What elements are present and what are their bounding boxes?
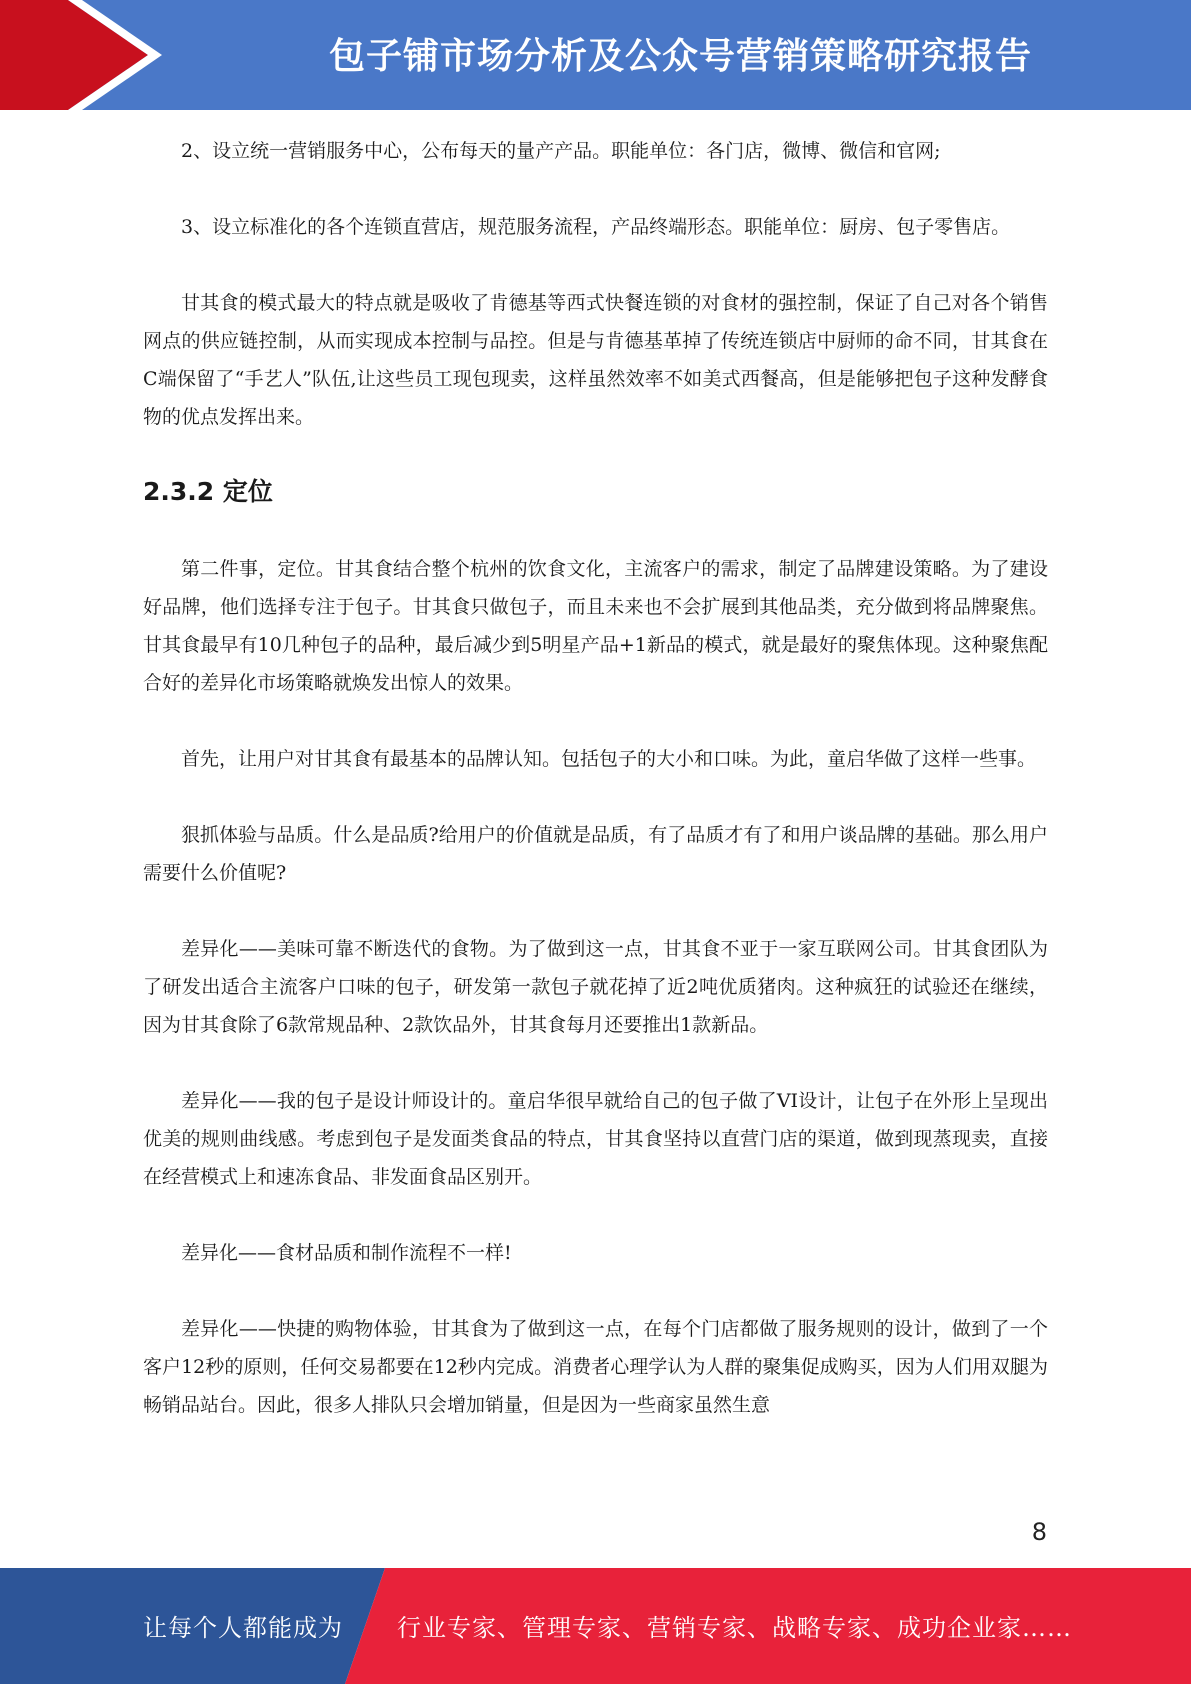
page-header (0, 0, 1191, 110)
paragraph: 3、设立标准化的各个连锁直营店，规范服务流程，产品终端形态。职能单位：厨房、包子零售店。 (181, 216, 1011, 238)
page-body (143, 132, 1048, 1462)
paragraph: 首先，让用户对甘其食有最基本的品牌认知。包括包子的大小和口味。为此，童启华做了这样一些事。 (181, 748, 1037, 770)
footer-slogan-right: 行业专家、管理专家、营销专家、战略专家、成功企业家…… (397, 1614, 1072, 1642)
page-number: 8 (1031, 1518, 1047, 1546)
document-title: 包子铺市场分析及公众号营销策略研究报告 (328, 36, 1032, 77)
paragraph: 狠抓体验与品质。什么是品质?给用户的价值就是品质，有了品质才有了和用户谈品牌的基础。那么用户需要什么价值呢? (143, 824, 1048, 884)
paragraph: 差异化——快捷的购物体验，甘其食为了做到这一点，在每个门店都做了服务规则的设计，做到了一个客户12秒的原则，任何交易都要在12秒内完成。消费者心理学认为人群的聚集促成购买，因为人们用双腿为畅销品站台。因此，很多人排队只会增加销量，但是因为一些商家虽然生意 (143, 1318, 1048, 1416)
paragraph: 差异化——我的包子是设计师设计的。童启华很早就给自己的包子做了VI设计，让包子在外形上呈现出优美的规则曲线感。考虑到包子是发面类食品的特点，甘其食坚持以直营门店的渠道，做到现蒸现卖，直接在经营模式上和速冻食品、非发面食品区别开。 (143, 1090, 1048, 1188)
paragraph: 2、设立统一营销服务中心，公布每天的量产产品。职能单位：各门店，微博、微信和官网; (181, 140, 941, 162)
section-heading: 2.3.2 定位 (143, 477, 273, 506)
paragraph: 差异化——食材品质和制作流程不一样! (181, 1242, 512, 1264)
paragraph: 甘其食的模式最大的特点就是吸收了肯德基等西式快餐连锁的对食材的强控制，保证了自己对各个销售网点的供应链控制，从而实现成本控制与品控。但是与肯德基革掉了传统连锁店中厨师的命不同，甘其食在C端保留了“手艺人”队伍,让这些员工现包现卖，这样虽然效率不如美式西餐高，但是能够把包子这种发酵食物的优点发挥出来。 (143, 292, 1048, 428)
page-footer (0, 1568, 1191, 1684)
paragraph: 差异化——美味可靠不断迭代的食物。为了做到这一点，甘其食不亚于一家互联网公司。甘其食团队为了研发出适合主流客户口味的包子，研发第一款包子就花掉了近2吨优质猪肉。这种疯狂的试验还在继续，因为甘其食除了6款常规品种、2款饮品外，甘其食每月还要推出1款新品。 (143, 938, 1048, 1036)
paragraph: 第二件事，定位。甘其食结合整个杭州的饮食文化，主流客户的需求，制定了品牌建设策略。为了建设好品牌，他们选择专注于包子。甘其食只做包子，而且未来也不会扩展到其他品类，充分做到将品牌聚焦。甘其食最早有10几种包子的品种，最后减少到5明星产品+1新品的模式，就是最好的聚焦体现。这种聚焦配合好的差异化市场策略就焕发出惊人的效果。 (143, 558, 1048, 694)
footer-slogan-left: 让每个人都能成为 (143, 1614, 343, 1642)
